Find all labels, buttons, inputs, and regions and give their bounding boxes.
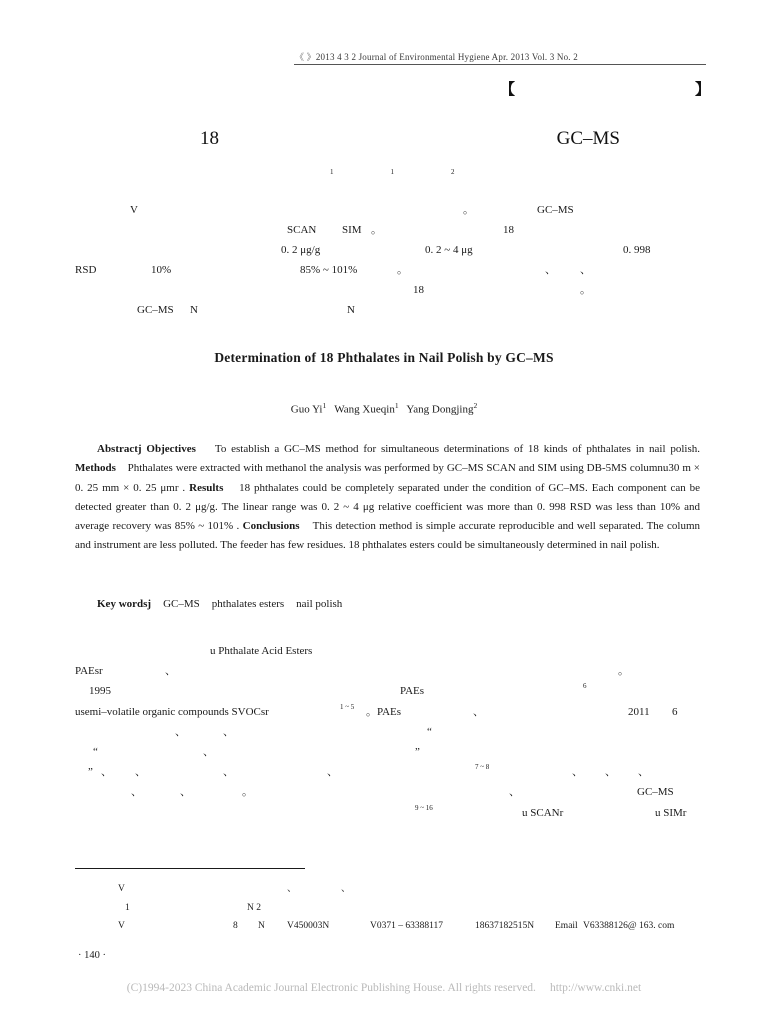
- author-2-affiliation: 1: [394, 401, 399, 410]
- cn-abstract-line: [75, 220, 700, 240]
- cn-abs-method: GC–MS: [537, 204, 574, 216]
- section-marker-left: 【: [500, 82, 516, 98]
- body-separator: 、: [223, 766, 234, 779]
- methods-text: Phthalates were extracted with methanol the analysis was performed by GC–MS SCAN and SIM using DB-5MS columnu30 m × 0. 25 mm × 0. 25 μmr .: [75, 462, 701, 494]
- running-head-num-a: 4: [337, 52, 342, 62]
- cn-abstract-line: [75, 280, 700, 300]
- running-head-year: 》2013: [306, 52, 335, 62]
- results-label: Results: [189, 481, 224, 494]
- body-reference-superscript: 6: [583, 682, 587, 691]
- cn-keyword-marker: N: [347, 304, 355, 316]
- keyword-item: phthalates esters: [211, 598, 285, 610]
- body-reference-superscript: 9 ~ 16: [415, 803, 433, 812]
- body-period: 。: [618, 665, 629, 678]
- body-quote-open: “: [427, 725, 432, 738]
- running-head: [295, 50, 705, 63]
- body-abbr-paes: PAEs: [400, 685, 425, 698]
- running-head-num-c: 2: [351, 52, 357, 62]
- footnote-number: 1: [125, 902, 130, 913]
- author-name-2: Wang Xueqin: [334, 403, 395, 416]
- page-title-method: GC–MS: [556, 128, 620, 149]
- body-separator: 、: [135, 766, 146, 779]
- body-method-gcms: GC–MS: [637, 786, 674, 799]
- cn-abs-rsd-value: 10%: [151, 264, 172, 276]
- author-1-affiliation: 1: [322, 401, 327, 410]
- body-year: 2011: [628, 705, 650, 718]
- cn-abs-marker-v: V: [130, 204, 138, 216]
- cn-keyword-method: GC–MS: [137, 304, 174, 316]
- body-sim-mode: u SIMr: [655, 806, 687, 819]
- header-rule: [294, 64, 706, 65]
- body-separator: 、: [131, 786, 142, 799]
- body-number: 6: [672, 705, 678, 718]
- body-term-svoc: usemi–volatile organic compounds SVOCsr: [75, 705, 269, 718]
- body-line: [75, 641, 700, 661]
- body-separator: 、: [165, 665, 176, 678]
- cn-keyword-marker: N: [190, 304, 198, 316]
- page-number: · 140 ·: [78, 950, 106, 961]
- cn-abs-separator: 、: [580, 264, 591, 276]
- objectives-text: To establish a GC–MS method for simultaneous determinations of 18 kinds of phthalates in nail polish.: [214, 443, 700, 455]
- cn-abstract-line: [75, 240, 700, 260]
- footnote-line: [75, 899, 700, 918]
- body-line: [75, 742, 700, 762]
- cn-abs-count: 18: [503, 224, 514, 236]
- body-separator: 、: [605, 766, 616, 779]
- cn-abs-coefficient: 0. 998: [623, 244, 651, 256]
- footnote-separator: 、: [341, 884, 351, 894]
- footnote-rule: [75, 868, 305, 869]
- footnote-email: V63388126@ 163. com: [583, 921, 675, 931]
- copyright-notice: [0, 982, 768, 994]
- body-line: [75, 661, 700, 681]
- footnote-line: [75, 880, 700, 899]
- body-quote-close: ”: [88, 766, 93, 779]
- body-year: 1995: [89, 685, 111, 698]
- body-line: [75, 762, 700, 782]
- footnote-email-label: Email: [555, 921, 578, 931]
- cn-abs-linear-range: 0. 2 ~ 4 μg: [425, 244, 473, 256]
- running-head-journal-name: Journal of Environmental Hygiene Apr. 2013: [358, 52, 530, 62]
- abstract-paragraph: [75, 440, 700, 556]
- cn-abs-period: 。: [463, 204, 474, 216]
- english-keywords: [75, 598, 700, 610]
- footnote-marker-n: N 2: [247, 902, 261, 913]
- footnote-separator: 、: [287, 884, 297, 894]
- cn-abs-period: 。: [580, 284, 591, 296]
- body-separator: 、: [223, 725, 234, 738]
- body-period: 。: [366, 705, 377, 718]
- english-author-line: [0, 401, 768, 416]
- english-title: Determination of 18 Phthalates in Nail Polish by GC–MS: [214, 350, 554, 365]
- cn-abs-separator: 、: [545, 264, 556, 276]
- cn-author-line: [330, 168, 530, 181]
- author-name-1: Guo Yi: [290, 403, 323, 416]
- cn-abs-detection-limit: 0. 2 μg/g: [281, 244, 321, 256]
- cn-keywords-line: [75, 300, 700, 320]
- footnote-postal-code: V450003N: [287, 921, 330, 931]
- footnote-marker-v: V: [118, 921, 125, 931]
- cn-author-1-affiliation: 1: [330, 168, 334, 176]
- body-quote-open: “: [93, 745, 98, 758]
- cn-author-2-affiliation: 1: [390, 168, 394, 176]
- cn-abstract: [75, 200, 700, 320]
- cn-abstract-line: [75, 260, 700, 280]
- cn-abstract-line: [75, 200, 700, 220]
- cn-abs-count: 18: [413, 284, 424, 296]
- running-head-volume-issue: Vol. 3 No. 2: [531, 52, 578, 62]
- cn-abs-period: 。: [397, 264, 408, 276]
- footnote-marker-n: N: [258, 921, 265, 931]
- copyright-text: (C)1994-2023 China Academic Journal Electronic Publishing House. All rights reserved.: [126, 982, 536, 994]
- keyword-item: nail polish: [296, 598, 343, 610]
- conclusions-label: Conclusions: [242, 520, 300, 533]
- cn-abs-rsd-label: RSD: [75, 264, 97, 276]
- body-separator: 、: [175, 725, 186, 738]
- body-line: [75, 782, 700, 802]
- body-abbr-paes: PAEsr: [75, 665, 103, 678]
- footnote-line: [75, 917, 700, 936]
- footnote-number: 8: [233, 921, 238, 931]
- body-separator: 、: [180, 786, 191, 799]
- body-separator: 、: [509, 786, 520, 799]
- body-term-phthalate: u Phthalate Acid Esters: [210, 645, 313, 657]
- cn-abs-scan: SCAN: [287, 224, 317, 236]
- running-head-left-bracket: 《: [295, 52, 305, 62]
- body-reference-superscript: 7 ~ 8: [475, 763, 490, 772]
- page-title-count: 18: [200, 128, 219, 149]
- body-quote-close: ”: [415, 745, 420, 758]
- article-body: [75, 641, 700, 823]
- body-line: [75, 803, 700, 823]
- body-abbr-paes: PAEs: [377, 705, 402, 718]
- conclusions-text: This detection method is simple accurate reproducible and well separated. The column and instrument are less polluted. The feeder has few residues. 18 phthalates esters could be simultaneously determined in nail polish.: [75, 520, 701, 552]
- footnote-marker-v: V: [118, 884, 125, 894]
- methods-label: Methods: [75, 462, 116, 475]
- keyword-item: GC–MS: [163, 598, 200, 610]
- objectives-label: Objectives: [146, 443, 196, 455]
- footnote-telephone: V0371 – 63388117: [370, 921, 444, 931]
- results-text: 18 phthalates could be completely separated under the condition of GC–MS. Each component can be detected greater than 0. 2 μg/g. The linear range was 0. 2 ~ 4 μg relative coefficient was more than 0. 998 RSD was less than 10% and average recovery was 85% ~ 101% .: [75, 481, 701, 533]
- cn-abs-recovery: 85% ~ 101%: [300, 264, 358, 276]
- body-separator: 、: [638, 766, 649, 779]
- footnote-mobile: 18637182515N: [475, 921, 535, 931]
- body-separator: 、: [572, 766, 583, 779]
- body-line: [75, 681, 700, 701]
- cn-abs-period: 。: [371, 224, 382, 236]
- body-separator: 、: [327, 766, 338, 779]
- cn-author-3-affiliation: 2: [451, 168, 455, 176]
- body-separator: 、: [101, 766, 112, 779]
- author-3-affiliation: 2: [473, 401, 478, 410]
- body-period: 。: [242, 786, 253, 799]
- running-head-num-b: 3: [344, 52, 349, 62]
- body-separator: 、: [473, 705, 484, 718]
- body-line: [75, 702, 700, 722]
- body-line: [75, 722, 700, 742]
- abstract-label: Abstractj: [97, 443, 142, 455]
- section-marker: [500, 78, 710, 99]
- body-reference-superscript: 1 ~ 5: [340, 702, 355, 711]
- section-marker-right: 】: [694, 82, 710, 98]
- footnote-block: [75, 880, 700, 936]
- english-abstract: [75, 440, 700, 556]
- body-separator: 、: [203, 745, 214, 758]
- cnki-url[interactable]: http://www.cnki.net: [549, 982, 642, 994]
- author-name-3: Yang Dongjing: [406, 403, 474, 416]
- body-scan-mode: u SCANr: [522, 806, 564, 819]
- keywords-label: Key wordsj: [97, 598, 152, 610]
- page-title: [200, 128, 620, 150]
- cn-abs-sim: SIM: [342, 224, 362, 236]
